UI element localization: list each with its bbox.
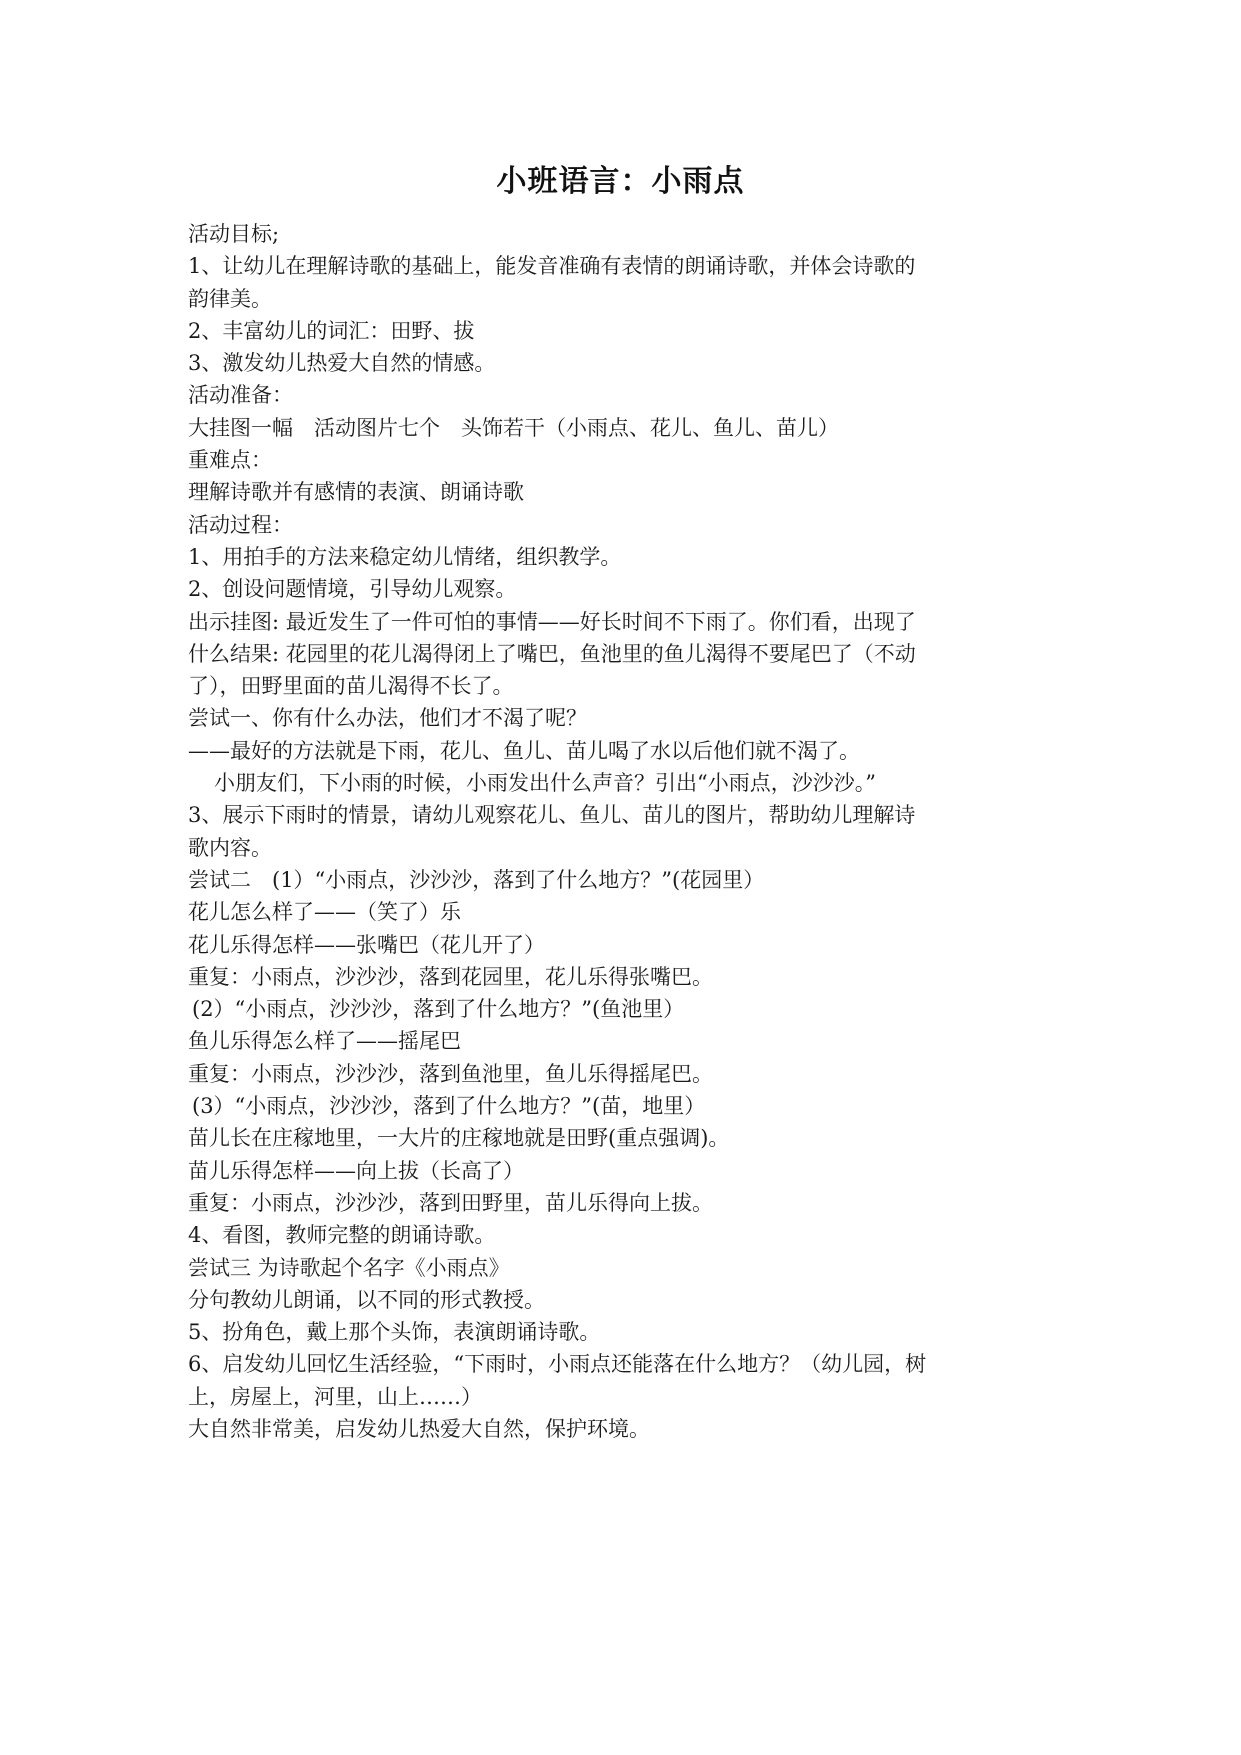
section-heading-preparation: 活动准备：: [188, 383, 293, 408]
paragraph-line: 花儿怎么样了——（笑了）乐: [188, 900, 461, 925]
paragraph-line: 苗儿乐得怎样——向上拔（长高了）: [188, 1158, 524, 1183]
paragraph-line: 花儿乐得怎样——张嘴巴（花儿开了）: [188, 932, 545, 957]
paragraph-line: 了），田野里面的苗儿渴得不长了。: [188, 674, 514, 699]
paragraph-line: 6、启发幼儿回忆生活经验，“下雨时，小雨点还能落在什么地方？（幼儿园，树: [188, 1352, 927, 1377]
document-title: 小班语言：小雨点: [496, 164, 745, 199]
paragraph-line: 小朋友们，下小雨的时候，小雨发出什么声音？引出“小雨点，沙沙沙。”: [214, 771, 876, 796]
paragraph-line: 上，房屋上，河里，山上……）: [188, 1384, 482, 1409]
paragraph-line: 尝试二 (1）“小雨点，沙沙沙，落到了什么地方？”(花园里）: [188, 867, 765, 892]
paragraph-line: 什么结果: 花园里的花儿渴得闭上了嘴巴，鱼池里的鱼儿渴得不要尾巴了（不动: [188, 641, 916, 666]
paragraph-line: ——最好的方法就是下雨，花儿、鱼儿、苗儿喝了水以后他们就不渴了。: [188, 738, 860, 763]
paragraph-line: 3、激发幼儿热爱大自然的情感。: [188, 351, 496, 376]
paragraph-line: 2、丰富幼儿的词汇：田野、拔: [188, 318, 475, 343]
paragraph-line: 大自然非常美，启发幼儿热爱大自然，保护环境。: [188, 1416, 650, 1441]
paragraph-line: 分句教幼儿朗诵，以不同的形式教授。: [188, 1287, 545, 1312]
paragraph-line: 1、让幼儿在理解诗歌的基础上，能发音准确有表情的朗诵诗歌，并体会诗歌的: [188, 254, 916, 279]
paragraph-line: 重复：小雨点，沙沙沙，落到田野里，苗儿乐得向上拔。: [188, 1190, 713, 1215]
section-heading-goals: 活动目标;: [188, 222, 280, 246]
paragraph-line: 大挂图一幅 活动图片七个 头饰若干（小雨点、花儿、鱼儿、苗儿）: [188, 415, 839, 440]
paragraph-line: 鱼儿乐得怎么样了——摇尾巴: [188, 1029, 461, 1054]
paragraph-line: 歌内容。: [188, 835, 272, 860]
paragraph-line: 韵律美。: [188, 286, 272, 311]
paragraph-line: 出示挂图: 最近发生了一件可怕的事情——好长时间不下雨了。你们看，出现了: [188, 609, 916, 634]
paragraph-line: 尝试一、你有什么办法，他们才不渴了呢？: [188, 706, 587, 731]
paragraph-line: 2、创设问题情境，引导幼儿观察。: [188, 577, 517, 602]
paragraph-line: 4、看图，教师完整的朗诵诗歌。: [188, 1223, 496, 1248]
section-heading-key-points: 重难点：: [188, 448, 272, 473]
paragraph-line: 重复：小雨点，沙沙沙，落到花园里，花儿乐得张嘴巴。: [188, 964, 713, 989]
paragraph-line: 1、用拍手的方法来稳定幼儿情绪，组织教学。: [188, 544, 622, 569]
paragraph-line: (3）“小雨点，沙沙沙，落到了什么地方？”(苗，地里）: [192, 1094, 706, 1119]
document-body: [188, 218, 1058, 1445]
paragraph-line: 3、展示下雨时的情景，请幼儿观察花儿、鱼儿、苗儿的图片，帮助幼儿理解诗: [188, 803, 916, 828]
paragraph-line: 重复：小雨点，沙沙沙，落到鱼池里，鱼儿乐得摇尾巴。: [188, 1061, 713, 1086]
paragraph-line: 苗儿长在庄稼地里，一大片的庄稼地就是田野(重点强调)。: [188, 1126, 730, 1151]
paragraph-line: (2）“小雨点，沙沙沙，落到了什么地方？”(鱼池里）: [192, 997, 685, 1022]
paragraph-line: 5、扮角色，戴上那个头饰，表演朗诵诗歌。: [188, 1320, 601, 1345]
paragraph-line: 理解诗歌并有感情的表演、朗诵诗歌: [188, 480, 524, 505]
paragraph-line: 尝试三 为诗歌起个名字《小雨点》: [188, 1255, 510, 1280]
section-heading-process: 活动过程：: [188, 512, 293, 537]
